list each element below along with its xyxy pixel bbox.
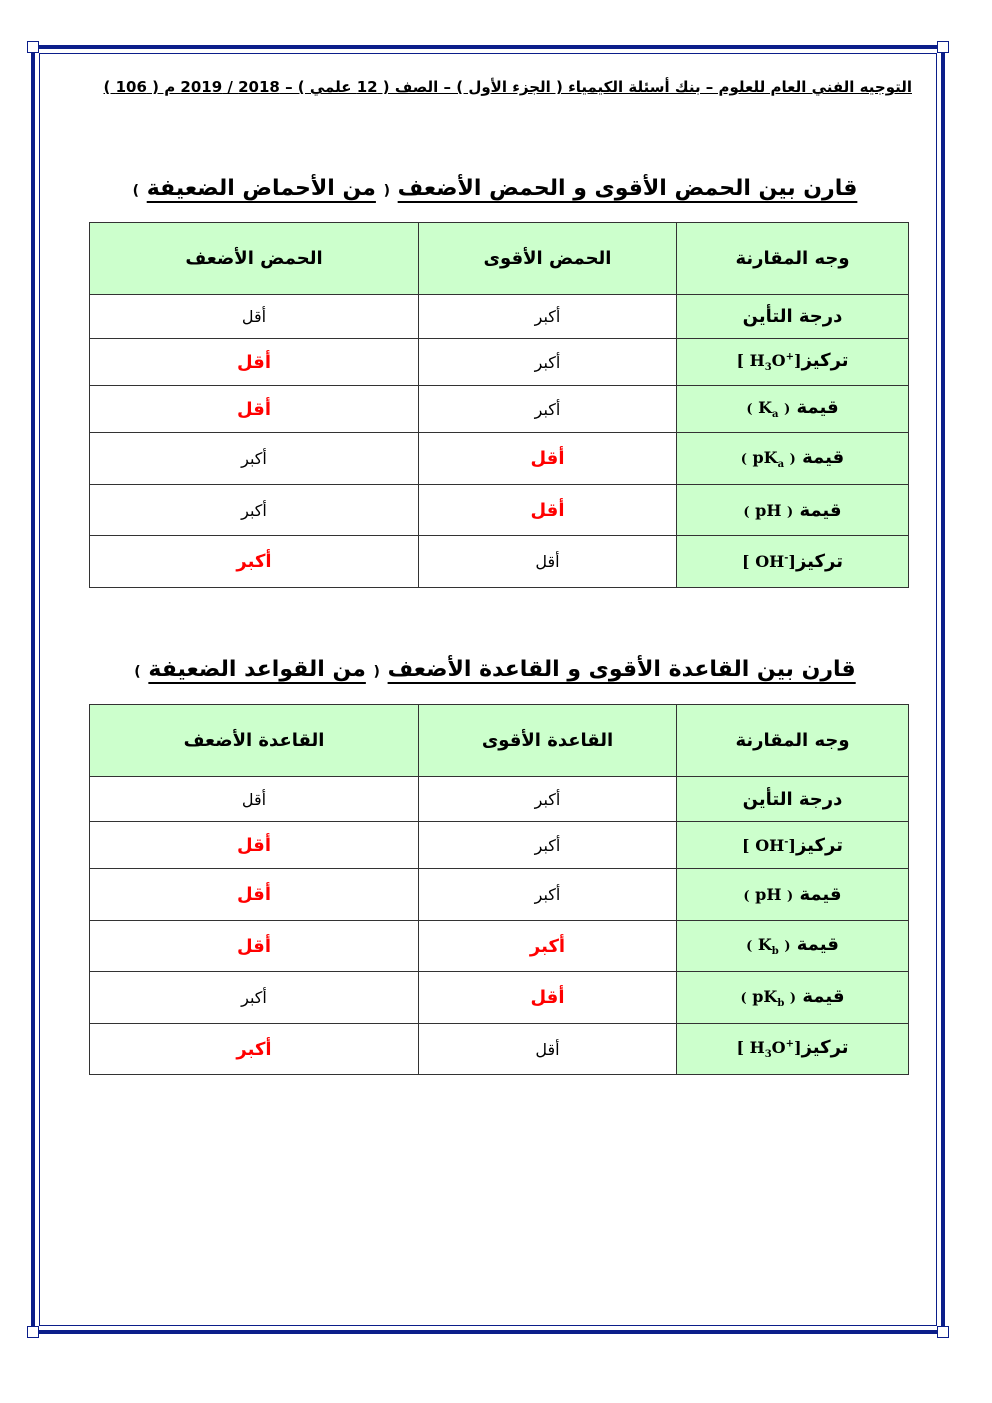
strong-value: أقل (419, 433, 677, 485)
formula-h3o: [ $H_3O^+$] (736, 351, 802, 374)
weak-value: أقل (90, 386, 419, 433)
row-label-text: قيمة (796, 934, 839, 956)
strong-value: أكبر (419, 921, 677, 972)
formula-oh: [ OH-] (742, 552, 796, 571)
header-weak-acid: الحمض الأضعف (90, 223, 419, 295)
table-header-row (90, 223, 909, 295)
header-strong-base: القاعدة الأقوى (419, 705, 677, 777)
corner-ornament-tr (937, 41, 949, 53)
weak-value: أقل (90, 921, 419, 972)
row-label-text: قيمة (802, 985, 845, 1007)
table-row (90, 921, 909, 972)
strong-value: أكبر (419, 822, 677, 869)
row-label-text: درجة التأين (742, 306, 843, 327)
acids-title-paren-text: من الأحماض الضعيفة (146, 176, 376, 201)
bases-title-paren-open: ( (373, 664, 380, 680)
row-label-text: تركيز (801, 1037, 849, 1059)
formula-ph: ( pH ) (743, 885, 794, 904)
formula-ka: ( $K_a$ ) (746, 398, 791, 421)
table-header-row (90, 705, 909, 777)
table-row (90, 295, 909, 339)
acids-section-title (80, 176, 910, 201)
weak-value: أكبر (90, 433, 419, 485)
row-label-text: قيمة (799, 884, 842, 905)
strong-value: أكبر (419, 386, 677, 433)
table-row (90, 433, 909, 485)
row-label (677, 921, 909, 972)
table-row (90, 485, 909, 536)
table-row (90, 1024, 909, 1075)
header-weak-base: القاعدة الأضعف (90, 705, 419, 777)
row-label (677, 869, 909, 921)
row-label (677, 822, 909, 869)
bases-title-main: قارن بين القاعدة الأقوى و القاعدة الأضعف (387, 657, 856, 682)
header-strong-acid: الحمض الأقوى (419, 223, 677, 295)
row-label (677, 777, 909, 822)
weak-value: أقل (90, 822, 419, 869)
header-aspect: وجه المقارنة (677, 223, 909, 295)
row-label (677, 295, 909, 339)
row-label (677, 433, 909, 485)
bases-section-title (80, 657, 910, 682)
formula-oh: [ OH-] (742, 835, 796, 855)
strong-value: أكبر (419, 295, 677, 339)
formula-ph: ( pH ) (743, 500, 794, 520)
acids-title-main: قارن بين الحمض الأقوى و الحمض الأضعف (397, 176, 858, 201)
header-aspect: وجه المقارنة (677, 705, 909, 777)
acids-title-paren-open: ( (383, 183, 390, 199)
row-label-text: درجة التأين (742, 788, 843, 810)
corner-ornament-tl (27, 41, 39, 53)
table-row (90, 339, 909, 386)
weak-value: أقل (90, 777, 419, 822)
corner-ornament-br (937, 1326, 949, 1338)
weak-value: أكبر (90, 536, 419, 588)
strong-value: أكبر (419, 777, 677, 822)
row-label-text: قيمة (802, 446, 845, 468)
weak-value: أكبر (90, 1024, 419, 1075)
bases-title-paren-close: ) (134, 664, 141, 680)
formula-kb: ( $K_b$ ) (746, 935, 791, 958)
strong-value: أقل (419, 536, 677, 588)
row-label-text: تركيز (801, 350, 849, 372)
acids-comparison-table (89, 222, 909, 588)
row-label-text: قيمة (799, 499, 842, 521)
row-label (677, 972, 909, 1024)
formula-pkb: ( $pK_b$ ) (740, 986, 797, 1010)
row-label (677, 339, 909, 386)
table-row (90, 536, 909, 588)
strong-value: أكبر (419, 869, 677, 921)
row-label (677, 536, 909, 588)
weak-value: أكبر (90, 972, 419, 1024)
acids-title-paren-close: ) (132, 183, 140, 199)
weak-value: أقل (90, 295, 419, 339)
bases-comparison-table (89, 704, 909, 1075)
weak-value: أقل (90, 339, 419, 386)
row-label (677, 485, 909, 536)
row-label-text: تركيز (795, 834, 843, 856)
strong-value: أقل (419, 485, 677, 536)
strong-value: أقل (419, 972, 677, 1024)
weak-value: أكبر (90, 485, 419, 536)
corner-ornament-bl (27, 1326, 39, 1338)
table-row (90, 972, 909, 1024)
row-label-text: قيمة (796, 397, 839, 419)
row-label (677, 386, 909, 433)
table-row (90, 822, 909, 869)
bases-title-paren-text: من القواعد الضعيفة (148, 657, 366, 682)
page-header: التوجيه الفني العام للعلوم – بنك أسئلة الكيمياء ( الجزء الأول ) – الصف ( 12 علمي ) – 2018 / 2019 م ( 106 ) (103, 78, 912, 96)
table-row (90, 777, 909, 822)
formula-h3o: [ $H_3O^+$] (736, 1038, 802, 1061)
weak-value: أقل (90, 869, 419, 921)
strong-value: أقل (419, 1024, 677, 1075)
table-row (90, 386, 909, 433)
row-label-text: تركيز (795, 551, 843, 572)
row-label (677, 1024, 909, 1075)
formula-pka: ( $pK_a$ ) (740, 447, 796, 471)
strong-value: أكبر (419, 339, 677, 386)
table-row (90, 869, 909, 921)
